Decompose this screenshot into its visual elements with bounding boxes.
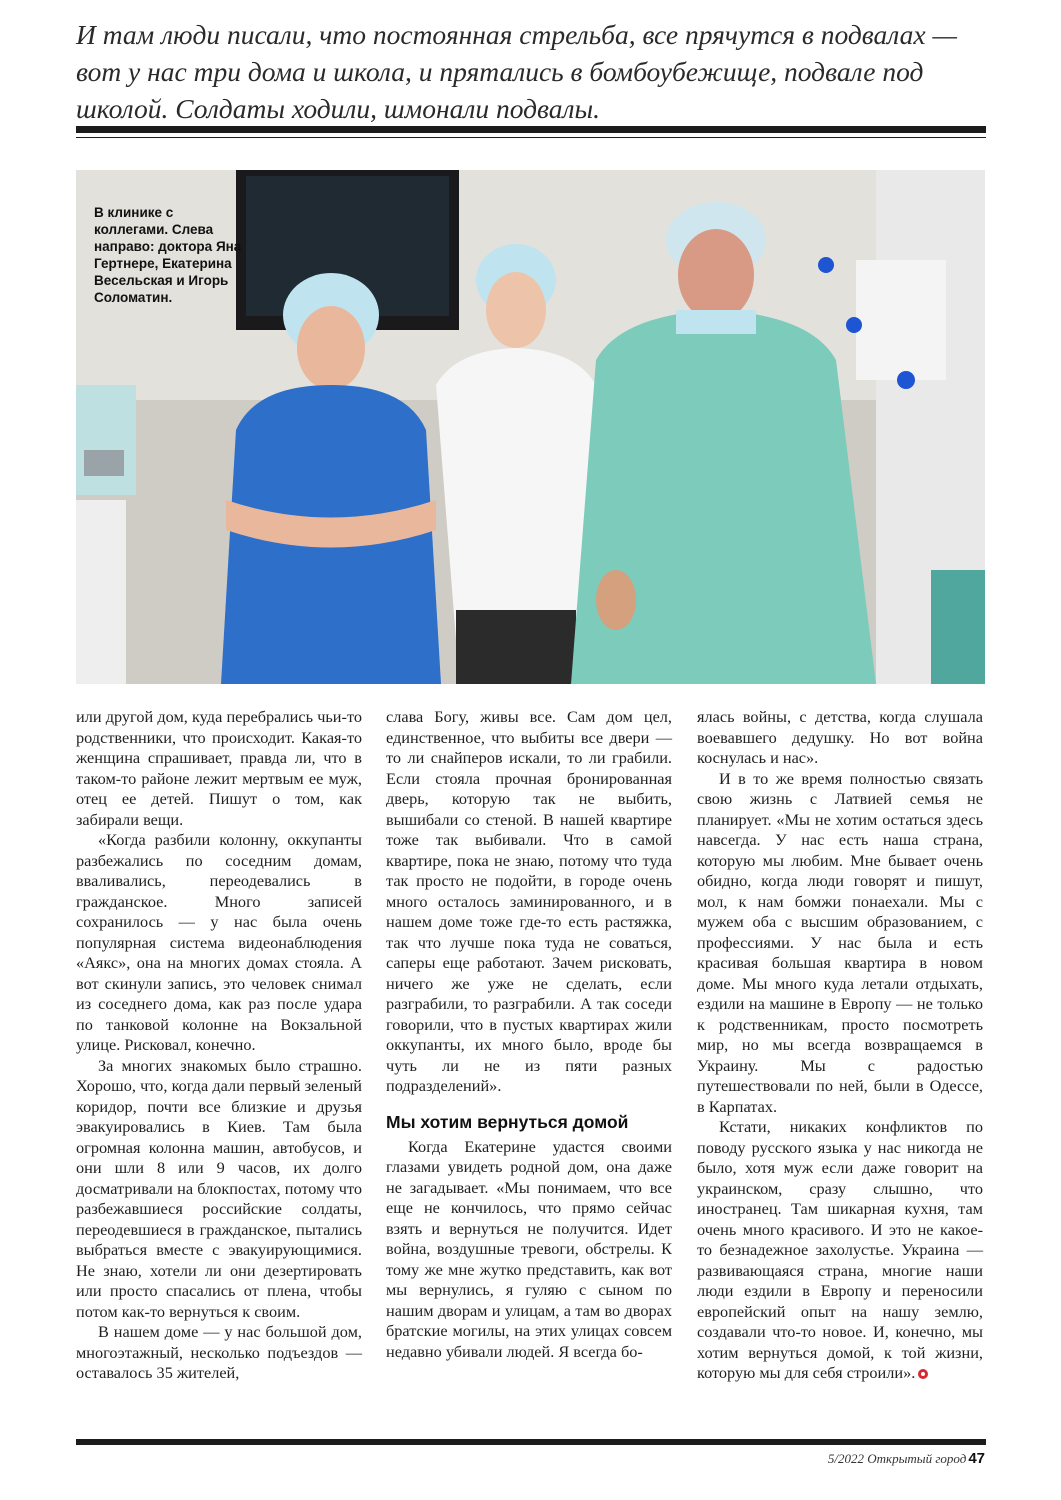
article-column-3 bbox=[697, 707, 983, 1384]
top-rule-thin bbox=[76, 137, 986, 138]
paragraph-text: Кстати, никаких конфликтов по поводу русского языка у нас никогда не было, хотя муж если даже говорит на украинском, сразу слышно, что иностранец. Там шикарная кухня, там очень много красивого. И это не какое-то безнадежное захолустье. Украина — развивающаяся страна, многие наши люди ездили в Европу и переносили европейский опыт на нашу землю, создавали что-то новое. И, конечно, мы хотим вернуться домой, к той жизни, которую мы для себя строили». bbox=[697, 1117, 983, 1382]
paragraph: или другой дом, куда перебрались чьи-то родственники, что происходит. Какая-то женщина спрашивает, правда ли, что в таком-то районе лежит мертвым ее муж, отец ее детей. Пишут о том, как забирали вещи. bbox=[76, 707, 362, 829]
paragraph bbox=[697, 1117, 983, 1384]
section-subheading: Мы хотим вернуться домой bbox=[386, 1111, 629, 1132]
article-column-2 bbox=[386, 707, 672, 1362]
photo-caption: В клинике с коллегами. Слева направо: доктора Яна Гертнере, Екатерина Весельская и Игорь Соломатин. bbox=[94, 205, 242, 305]
pull-quote: И там люди писали, что постоянная стрельба, все прячутся в подвалах — вот у нас три дома и школа, и прятались в бомбоубежище, подвале под школой. Солдаты ходили, шмонали подвалы. bbox=[76, 19, 957, 124]
page-footer bbox=[828, 1450, 985, 1467]
end-of-article-icon bbox=[918, 1369, 928, 1379]
paragraph: В нашем доме — у нас большой дом, многоэтажный, несколько подъездов — оставалось 35 жителей, bbox=[76, 1322, 362, 1382]
bottom-rule bbox=[76, 1439, 986, 1445]
issue-label: 5/2022 Открытый город bbox=[827, 1451, 967, 1466]
top-rule bbox=[76, 126, 986, 133]
paragraph: За многих знакомых было страшно. Хорошо, что, когда дали первый зеленый коридор, почти все близкие и друзья эвакуировались в Киев. Там была огромная колонна машин, автобусов, и они шли 8 или 9 часов, их долго досматривали на блокпостах, потому что разбежавшиеся российские солдаты, переодевшиеся в гражданское, пытались выбраться вместе с эвакуирующимися. Не знаю, хотели ли они дезертировать или просто спасались от плена, чтобы потом как-то вернуться к своим. bbox=[76, 1055, 362, 1321]
paragraph: И в то же время полностью связать свою жизнь с Латвией семья не планирует. «Мы не хотим остаться здесь навсегда. У нас есть наша страна, которую мы любим. Мне бывает очень обидно, когда люди говорят и пишут, мол, к нам бомжи понаехали. Мы с мужем оба с высшим образованием, с профессиями. У нас была и есть красивая большая квартира в новом доме. Мы много куда летали отдыхать, ездили на машине в Европу — не только к родственникам, просто посмотреть мир, но мы всегда возвращаемся в Украину. Мы с радостью путешествовали по ней, были в Одессе, в Карпатах. bbox=[697, 768, 983, 1116]
clinic-photo bbox=[76, 170, 985, 684]
paragraph: ялась войны, с детства, когда слушала воевавшего дедушку. Но вот война коснулась и нас». bbox=[697, 707, 983, 767]
paragraph: «Когда разбили колонну, оккупанты разбежались по соседним домам, вваливались, переодевались в гражданское. Много записей сохранилось — у нас была очень популярная система видеонаблюдения «Аякс», она на многих домах стояла. А вот скинули запись, это человек снимал из соседнего дома, как раз после удара по танковой колонне на Вокзальной улице. Рисковал, конечно. bbox=[76, 830, 362, 1054]
article-column-1 bbox=[76, 707, 362, 1384]
paragraph: слава Богу, живы все. Сам дом цел, единственное, что выбиты все двери — то ли снайперов искали, то ли грабили. Если стояла прочная бронированная дверь, которую так не выбить, вышибали со стеной. В нашей квартире тоже так выбивали. Что в самой квартире, пока не знаю, потому что туда так просто не подойти, в городе очень много осталось заминированного, и в нашем доме тоже где-то есть растяжка, так что лучше пока туда не соваться, саперы еще работают. Зачем рисковать, ничего же уже не сделать, если разграбили, то разграбили. А так соседи говорили, что в пустых квартирах жили оккупанты, их много было, вроде бы чуть ли не из пяти разных подразделений». bbox=[386, 707, 672, 1095]
page-number: 47 bbox=[968, 1450, 985, 1467]
paragraph: Когда Екатерине удастся своими глазами увидеть родной дом, она даже не загадывает. «Мы понимаем, что все еще не кончилось, что прямо сейчас взять и вернуться не получится. Идет война, воздушные тревоги, обстрелы. К тому же мне жутко представить, как вот мы вернулись, я гуляю с сыном по нашим дворам и улицам, а там во дворах братские могилы, на этих улицах совсем недавно убивали людей. Я всегда бо- bbox=[386, 1136, 672, 1361]
